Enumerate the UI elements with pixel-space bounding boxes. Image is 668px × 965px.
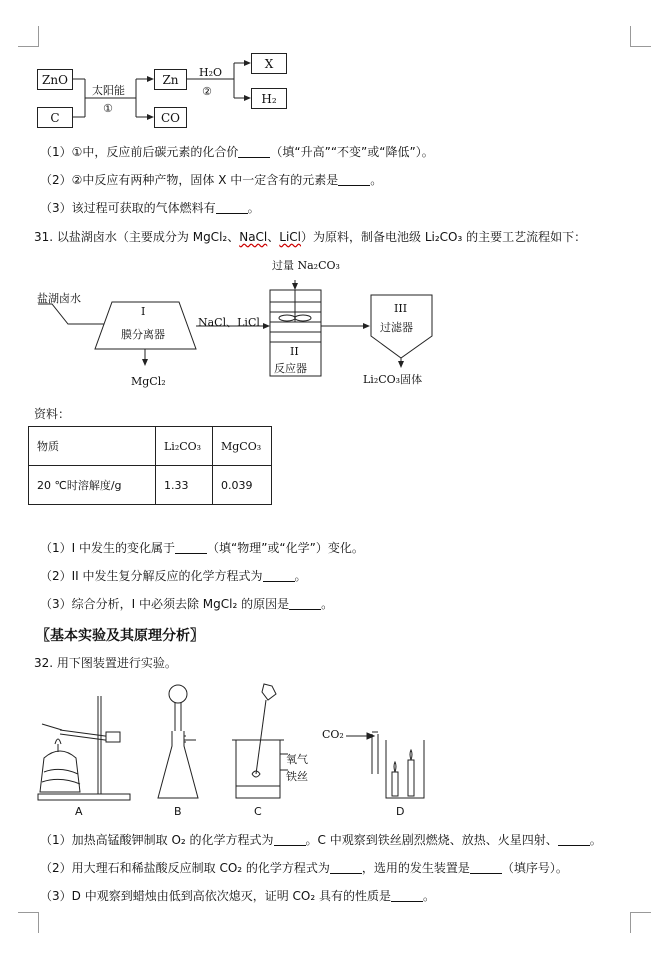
- answer-blank[interactable]: [330, 861, 362, 874]
- table-cell: 0.039: [213, 466, 272, 505]
- table-row: [29, 466, 272, 505]
- table-header-cell: MgCO₃: [213, 427, 272, 466]
- q30-part2: [40, 171, 382, 188]
- apparatus-drawing: [0, 676, 668, 818]
- x-box: X: [251, 53, 287, 74]
- q30-part3: [40, 199, 260, 216]
- q30-part3-text: （3）该过程可获取的气体燃料有: [40, 201, 216, 215]
- q32-part1: [40, 831, 602, 848]
- water-label: H₂O: [199, 66, 223, 79]
- q32-part3-text: （3）D 中观察到蜡烛由低到高依次熄灭，证明 CO₂ 具有的性质是: [40, 889, 391, 903]
- co-box: CO: [154, 107, 187, 128]
- q31-part3-tail: 。: [321, 597, 334, 611]
- reaction-diagram-1-lines: [0, 0, 668, 140]
- apparatus-label-a: A: [75, 805, 83, 818]
- step1-label: ①: [103, 102, 113, 115]
- co2-label: CO₂: [322, 728, 344, 741]
- q32-part1-tail: 。: [589, 833, 602, 847]
- apparatus-d: [346, 732, 424, 798]
- q31-part1: [40, 539, 364, 556]
- table-header-cell: 物质: [29, 427, 156, 466]
- corner-mark-bottom-right: [630, 912, 651, 933]
- membrane-label: 膜分离器: [121, 328, 165, 341]
- q31-part2-text: （2）II 中发生复分解反应的化学方程式为: [40, 569, 263, 583]
- q32-part2-tail: （填序号）。: [501, 861, 568, 875]
- product-label: Li₂CO₃固体: [363, 373, 423, 386]
- q31-part3: [40, 595, 333, 612]
- reactor-number: II: [290, 345, 299, 358]
- answer-blank[interactable]: [558, 833, 590, 846]
- apparatus-label-d: D: [396, 805, 405, 818]
- q30-part1: [40, 143, 434, 160]
- reference-label: 资料：: [34, 407, 71, 421]
- section-title: 〖基本实验及其原理分析〗: [36, 628, 204, 644]
- q31-part3-text: （3）综合分析，I 中必须去除 MgCl₂ 的原因是: [40, 597, 290, 611]
- q32-stem: 32. 用下图装置进行实验。: [34, 656, 177, 670]
- solubility-table: [28, 426, 272, 505]
- reactor-label: 反应器: [274, 362, 307, 375]
- iron-wire-label: 铁丝: [286, 770, 308, 783]
- answer-blank[interactable]: [263, 569, 295, 582]
- filtrate-label: NaCl、LiCl: [198, 316, 260, 329]
- filter-label: 过滤器: [380, 321, 413, 334]
- answer-blank[interactable]: [216, 201, 248, 214]
- answer-blank[interactable]: [175, 541, 207, 554]
- apparatus-a: [38, 696, 130, 800]
- apparatus-label-b: B: [174, 805, 182, 818]
- apparatus-label-c: C: [254, 805, 262, 818]
- carbon-box: C: [37, 107, 73, 128]
- answer-blank[interactable]: [338, 173, 370, 186]
- q32-part1-mid: 。C 中观察到铁丝剧烈燃烧、放热、火星四射、: [305, 833, 558, 847]
- q32-part3-tail: 。: [422, 889, 435, 903]
- q32-part2-text: （2）用大理石和稀盐酸反应制取 CO₂ 的化学方程式为: [40, 861, 330, 875]
- licl-term: LiCl: [279, 230, 302, 244]
- q31-stem-a: 31. 以盐湖卤水（主要成分为 MgCl₂、: [34, 230, 240, 244]
- answer-blank[interactable]: [470, 861, 502, 874]
- q31-part1-text: （1）I 中发生的变化属于: [40, 541, 175, 555]
- q31-part1-tail: （填“物理”或“化学”）变化。: [207, 541, 364, 555]
- nacl-term: NaCl: [239, 230, 268, 244]
- zno-box: ZnO: [37, 69, 73, 90]
- q32-part1-text: （1）加热高锰酸钾制取 O₂ 的化学方程式为: [40, 833, 274, 847]
- q32-part2: [40, 859, 568, 876]
- q31-part2-tail: 。: [294, 569, 307, 583]
- table-header-cell: Li₂CO₃: [156, 427, 213, 466]
- step2-label: ②: [202, 85, 212, 98]
- answer-blank[interactable]: [238, 145, 270, 158]
- filter-number: III: [394, 302, 408, 315]
- q31-stem: [34, 228, 586, 245]
- answer-blank[interactable]: [289, 597, 321, 610]
- q30-part1-text: （1）①中，反应前后碳元素的化合价: [40, 145, 239, 159]
- condition-label: 太阳能: [92, 84, 125, 97]
- apparatus-b: [158, 685, 198, 798]
- zinc-box: Zn: [154, 69, 187, 90]
- oxygen-label: 氧气: [286, 753, 308, 766]
- q31-separator: 、: [267, 230, 280, 244]
- q30-part2-text: （2）②中反应有两种产物，固体 X 中一定含有的元素是: [40, 173, 339, 187]
- q30-part1-tail: （填“升高”“不变”或“降低”）。: [270, 145, 434, 159]
- q30-part3-tail: 。: [247, 201, 260, 215]
- q31-stem-b: ）为原料，制备电池级 Li₂CO₃ 的主要工艺流程如下：: [301, 230, 587, 244]
- q32-part2-mid: ，选用的发生装置是: [361, 861, 470, 875]
- mgcl2-label: MgCl₂: [131, 375, 166, 388]
- answer-blank[interactable]: [274, 833, 306, 846]
- table-cell: 20 ℃时溶解度/g: [29, 466, 156, 505]
- brine-label: 盐湖卤水: [37, 292, 81, 305]
- reagent-label: 过量 Na₂CO₃: [272, 259, 340, 272]
- table-header-row: [29, 427, 272, 466]
- answer-blank[interactable]: [391, 889, 423, 902]
- apparatus-c: [232, 684, 288, 798]
- q31-part2: [40, 567, 307, 584]
- q30-part2-tail: 。: [370, 173, 383, 187]
- table-cell: 1.33: [156, 466, 213, 505]
- corner-mark-bottom-left: [18, 912, 39, 933]
- q32-part3: [40, 887, 435, 904]
- h2-box: H₂: [251, 88, 287, 109]
- membrane-number: I: [141, 305, 146, 318]
